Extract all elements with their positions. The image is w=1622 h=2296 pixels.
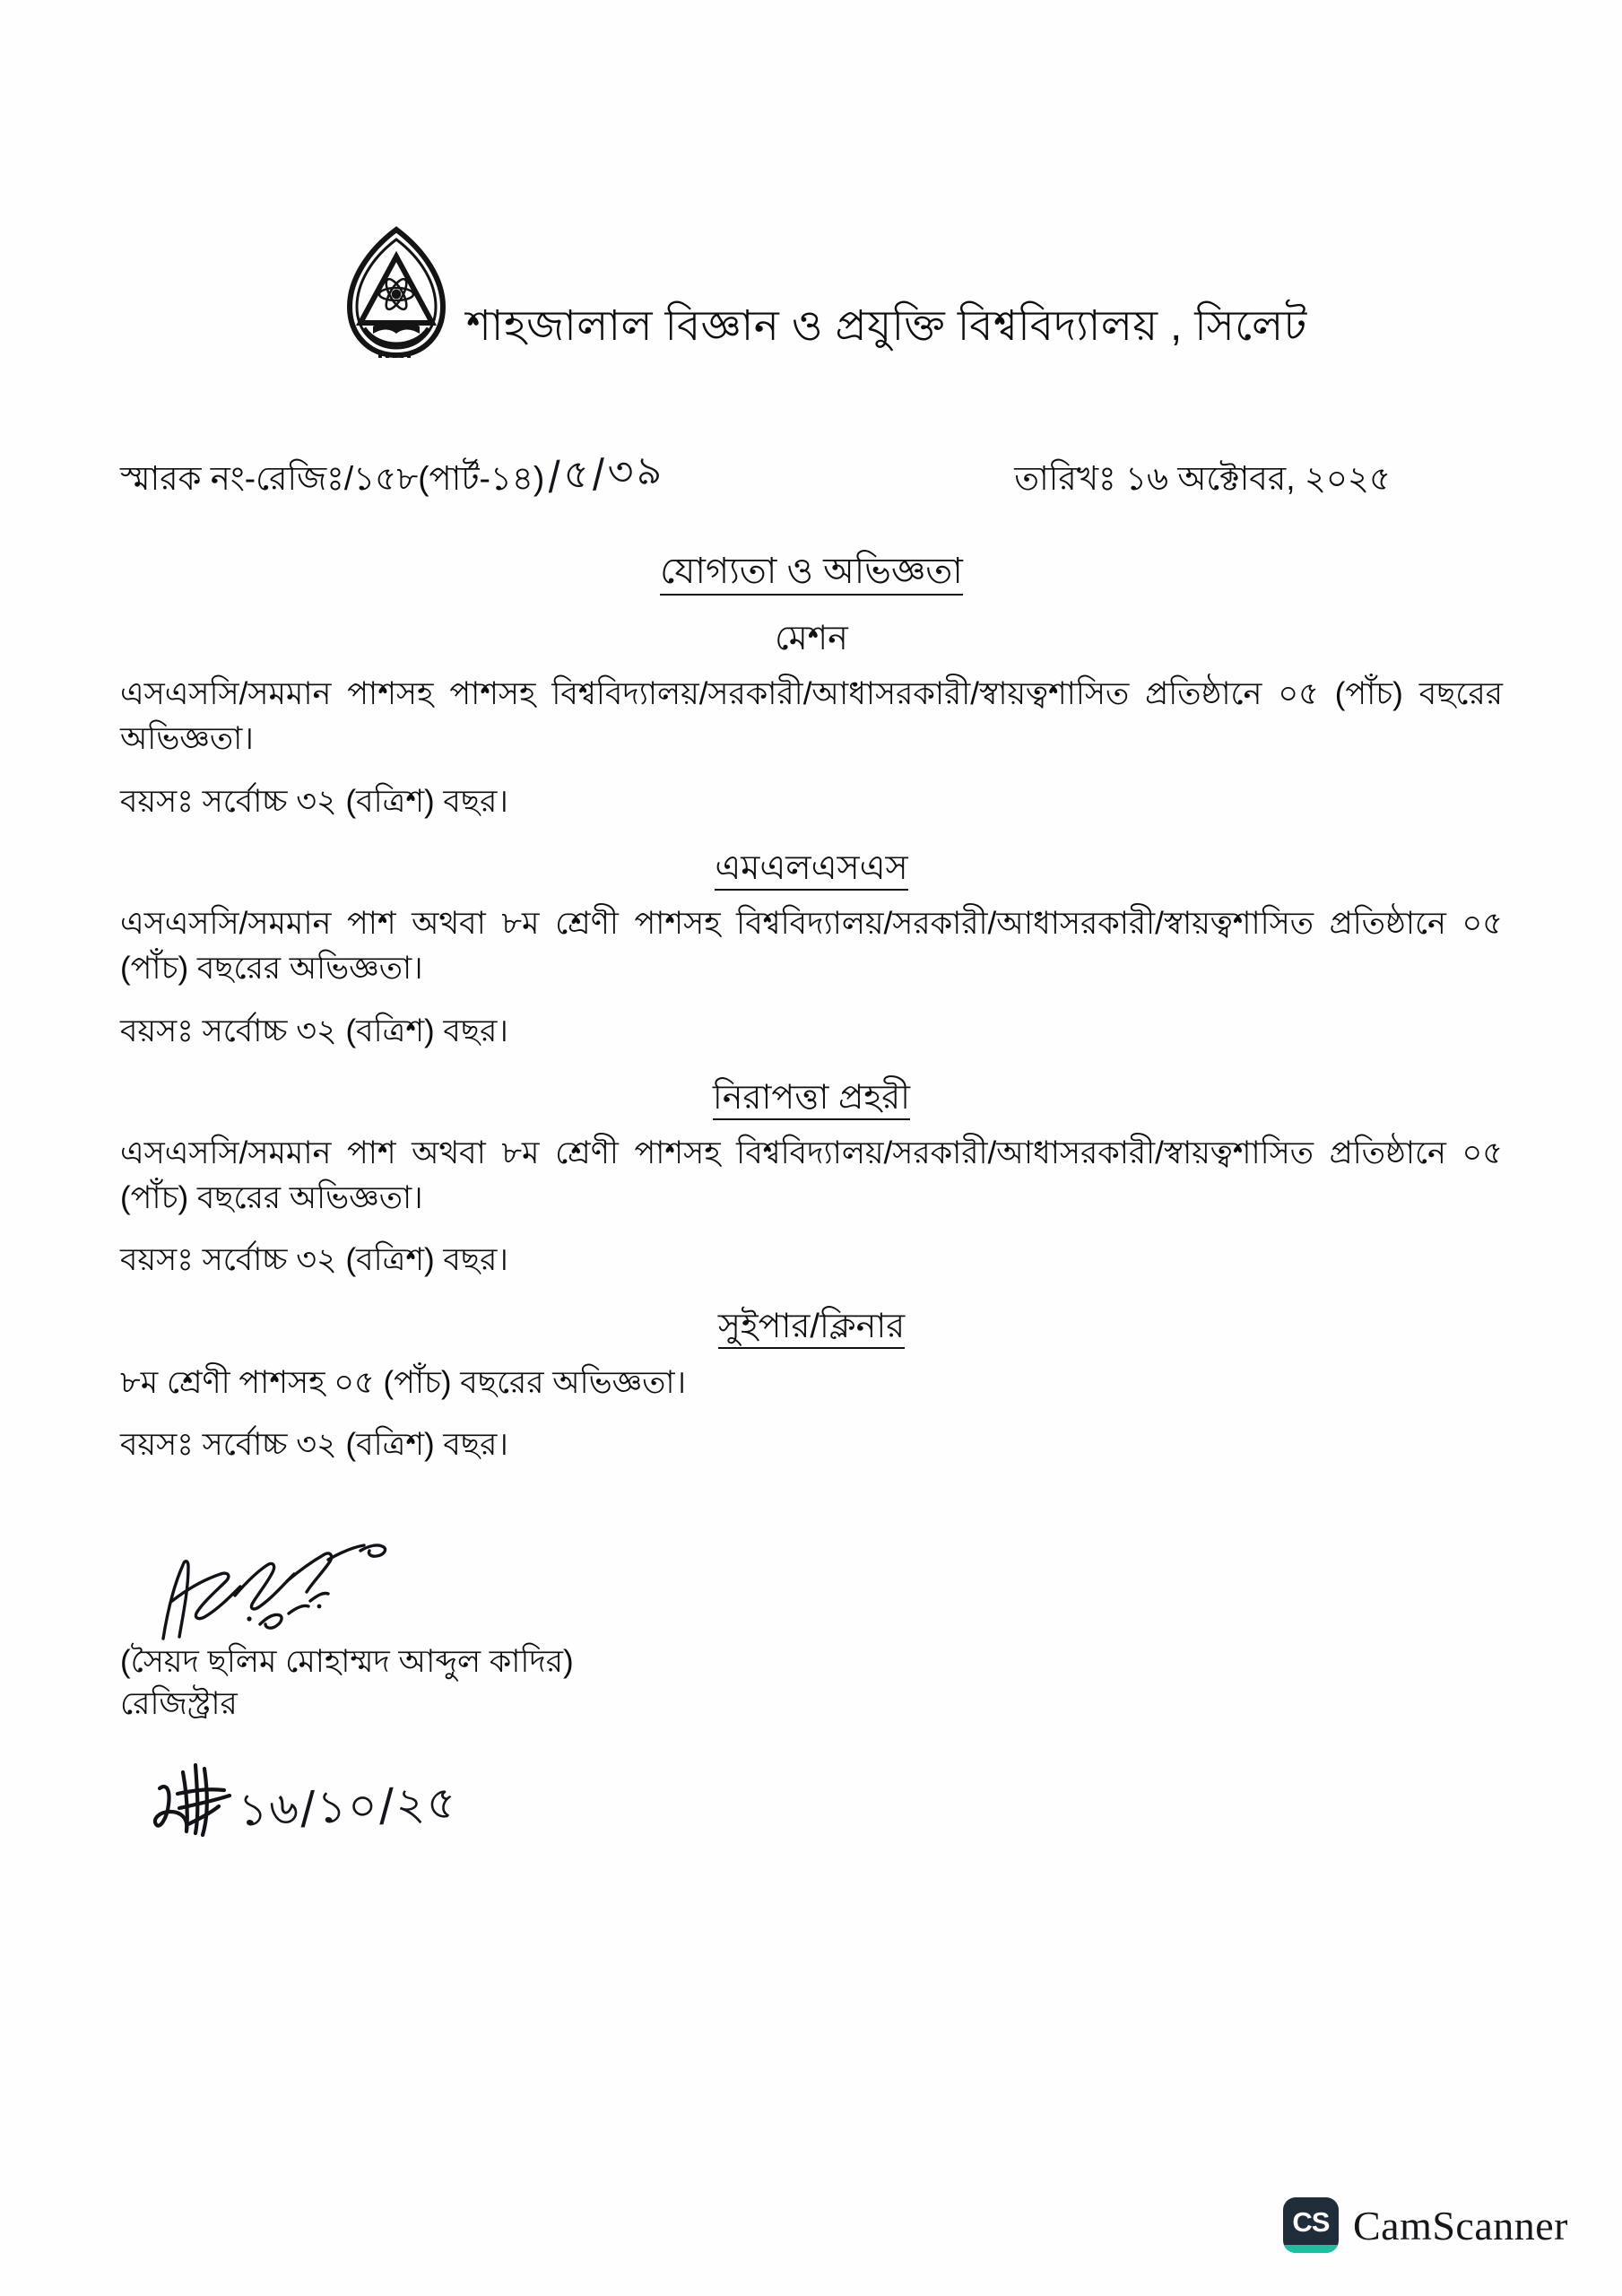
memo-number-handwritten: /৫/৩৯ bbox=[546, 447, 666, 500]
handwritten-signature-icon bbox=[152, 1538, 457, 1646]
section-qualification-sweeper-cleaner: ৮ম শ্রেণী পাশসহ ০৫ (পাঁচ) বছরের অভিজ্ঞতা। bbox=[120, 1364, 687, 1400]
countersignature-group bbox=[147, 1749, 802, 1848]
organization-name: শাহজালাল বিজ্ঞান ও প্রযুক্তি বিশ্ববিদ্যালয় , সিলেট bbox=[466, 301, 1307, 349]
camscanner-badge-icon bbox=[1283, 2197, 1339, 2253]
camscanner-watermark bbox=[1283, 2197, 1568, 2253]
section-heading-sweeper-cleaner-text: সুইপার/ক্লিনার bbox=[718, 1308, 905, 1349]
section-heading-mason-text: মেশন bbox=[775, 620, 848, 657]
camscanner-badge-text: CS bbox=[1292, 2206, 1330, 2238]
section-heading-mlss-text: এমএলএসএস bbox=[715, 849, 907, 891]
section-age-mlss: বয়সঃ সর্বোচ্চ ৩২ (বত্রিশ) বছর। bbox=[120, 1013, 508, 1048]
signatory-role: রেজিস্ট্রার bbox=[120, 1686, 238, 1722]
signatory-name: (সৈয়দ ছলিম মোহাম্মদ আব্দুল কাদির) bbox=[120, 1644, 574, 1679]
memo-date-line bbox=[0, 447, 1622, 512]
section-qualification-mlss: এসএসসি/সমমান পাশ অথবা ৮ম শ্রেণী পাশসহ বিশ্ববিদ্যালয়/সরকারী/আধাসরকারী/স্বায়ত্বশাসিত প্রতিষ্ঠানে ০৫ (পাঁচ) বছরের অভিজ্ঞতা। bbox=[120, 906, 1503, 986]
document-body bbox=[120, 549, 1503, 1483]
section-heading-security-guard bbox=[120, 1076, 1503, 1120]
section-heading-sweeper-cleaner bbox=[120, 1305, 1503, 1349]
section-qualification-security-guard: এসএসসি/সমমান পাশ অথবা ৮ম শ্রেণী পাশসহ বিশ্ববিদ্যালয়/সরকারী/আধাসরকারী/স্বায়ত্বশাসিত প্রতিষ্ঠানে ০৫ (পাঁচ) বছরের অভিজ্ঞতা। bbox=[120, 1135, 1503, 1215]
memo-date: তারিখঃ ১৬ অক্টোবর, ২০২৫ bbox=[1014, 460, 1391, 497]
countersignature-date: ১৬/১০/২৫ bbox=[237, 1776, 459, 1837]
section-qualification-mason: এসএসসি/সমমান পাশসহ পাশসহ বিশ্ববিদ্যালয়/সরকারী/আধাসরকারী/স্বায়ত্বশাসিত প্রতিষ্ঠানে ০৫ (পাঁচ) বছরের অভিজ্ঞতা। bbox=[120, 676, 1503, 757]
letterhead bbox=[0, 224, 1622, 355]
section-heading-security-guard-text: নিরাপত্তা প্রহরী bbox=[713, 1079, 910, 1120]
section-heading-mason bbox=[120, 617, 1503, 661]
signature-block bbox=[120, 1538, 802, 1848]
section-age-sweeper-cleaner: বয়সঃ সর্বোচ্চ ৩২ (বত্রিশ) বছর। bbox=[120, 1427, 508, 1463]
camscanner-label: CamScanner bbox=[1352, 2202, 1568, 2248]
memo-number: স্মারক নং-রেজিঃ/১৫৮(পার্ট-১৪) bbox=[120, 460, 545, 497]
section-heading-mlss bbox=[120, 847, 1503, 891]
sust-crest-icon bbox=[339, 224, 454, 361]
section-age-security-guard: বয়সঃ সর্বোচ্চ ৩২ (বত্রিশ) বছর। bbox=[120, 1242, 508, 1278]
section-age-mason: বয়সঃ সর্বোচ্চ ৩২ (বত্রিশ) বছর। bbox=[120, 783, 508, 819]
memo-number-group bbox=[120, 447, 665, 512]
page-title-text: যোগ্যতা ও অভিজ্ঞতা bbox=[660, 552, 963, 596]
page-title bbox=[120, 549, 1503, 594]
